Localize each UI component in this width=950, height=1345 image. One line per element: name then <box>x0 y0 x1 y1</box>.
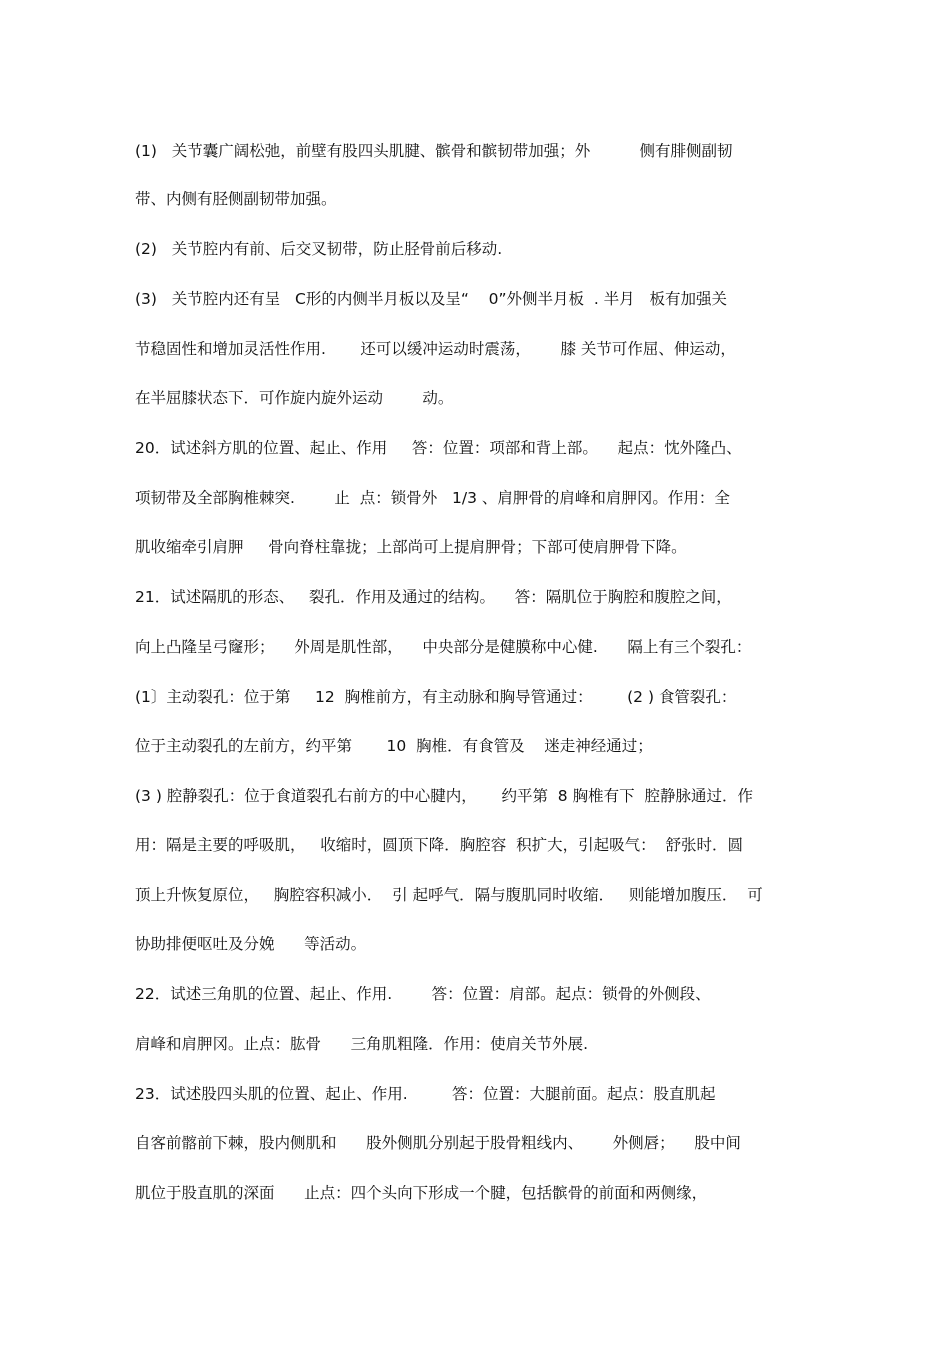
text-line: 项韧带及全部胸椎棘突. 止 点：锁骨外 1/3 、肩胛骨的肩峰和肩胛冈。作用：全 <box>135 489 730 507</box>
text-line: 顶上升恢复原位， 胸腔容积减小． 引 起呼气．隔与腹肌同时收缩． 则能增加腹压． 可 <box>135 886 763 904</box>
text-line: 自客前髂前下棘，股内侧肌和 股外侧肌分别起于股骨粗线内、 外侧唇； 股中间 <box>135 1134 741 1152</box>
text-line: (1〕主动裂孔：位于第 12 胸椎前方，有主动脉和胸导管通过： (2 ) 食管裂孔： <box>135 688 737 706</box>
text-line: 在半屈膝状态下．可作旋内旋外运动 动。 <box>135 389 454 407</box>
text-line: 协助排便呕吐及分娩 等活动。 <box>135 935 367 953</box>
text-line: 带、内侧有胫侧副韧带加强。 <box>135 190 337 208</box>
text-line: 20．试述斜方肌的位置、起止、作用 答：位置：项部和背上部。 起点：忱外隆凸、 <box>135 439 742 457</box>
text-line: 肩峰和肩胛冈。止点：肱骨 三角肌粗隆．作用：使肩关节外展. <box>135 1035 588 1053</box>
text-line: 位于主动裂孔的左前方，约平第 10 胸椎．有食管及 迷走神经通过； <box>135 737 653 755</box>
text-line: (1) 关节囊广阔松弛，前壁有股四头肌腱、髌骨和髌韧带加强；外 侧有腓侧副韧 <box>135 142 733 160</box>
text-line: 用：隔是主要的呼吸肌， 收缩时，圆顶下降．胸腔容 积扩大，引起吸气： 舒张时．圆 <box>135 836 743 854</box>
text-line: 23．试述股四头肌的位置、起止、作用. 答：位置：大腿前面。起点：股直肌起 <box>135 1085 716 1103</box>
text-line: (3 ) 腔静裂孔：位于食道裂孔右前方的中心腱内， 约平第 8 胸椎有下 腔静脉通过．作 <box>135 787 753 805</box>
text-line: 21．试述隔肌的形态、 裂孔．作用及通过的结构。 答：隔肌位于胸腔和腹腔之间， <box>135 588 732 606</box>
text-line: 22．试述三角肌的位置、起止、作用. 答：位置：肩部。起点：锁骨的外侧段、 <box>135 985 711 1003</box>
text-line: 肌位于股直肌的深面 止点：四个头向下形成一个腱，包括髌骨的前面和两侧缘， <box>135 1184 708 1202</box>
text-line: 向上凸隆呈弓窿形； 外周是肌性部， 中央部分是健膜称中心健. 隔上有三个裂孔： <box>135 638 752 656</box>
text-line: 节稳固性和增加灵活性作用. 还可以缓冲运动时震荡， 膝 关节可作屈、伸运动， <box>135 340 736 358</box>
text-line: (3) 关节腔内还有呈 C形的内侧半月板以及呈“ 0”外侧半月板 . 半月 板有加强关 <box>135 290 727 308</box>
text-line: (2) 关节腔内有前、后交叉韧带，防止胫骨前后移动. <box>135 240 503 258</box>
text-line: 肌收缩牵引肩胛 骨向脊柱靠拢；上部尚可上提肩胛骨；下部可使肩胛骨下降。 <box>135 538 687 556</box>
